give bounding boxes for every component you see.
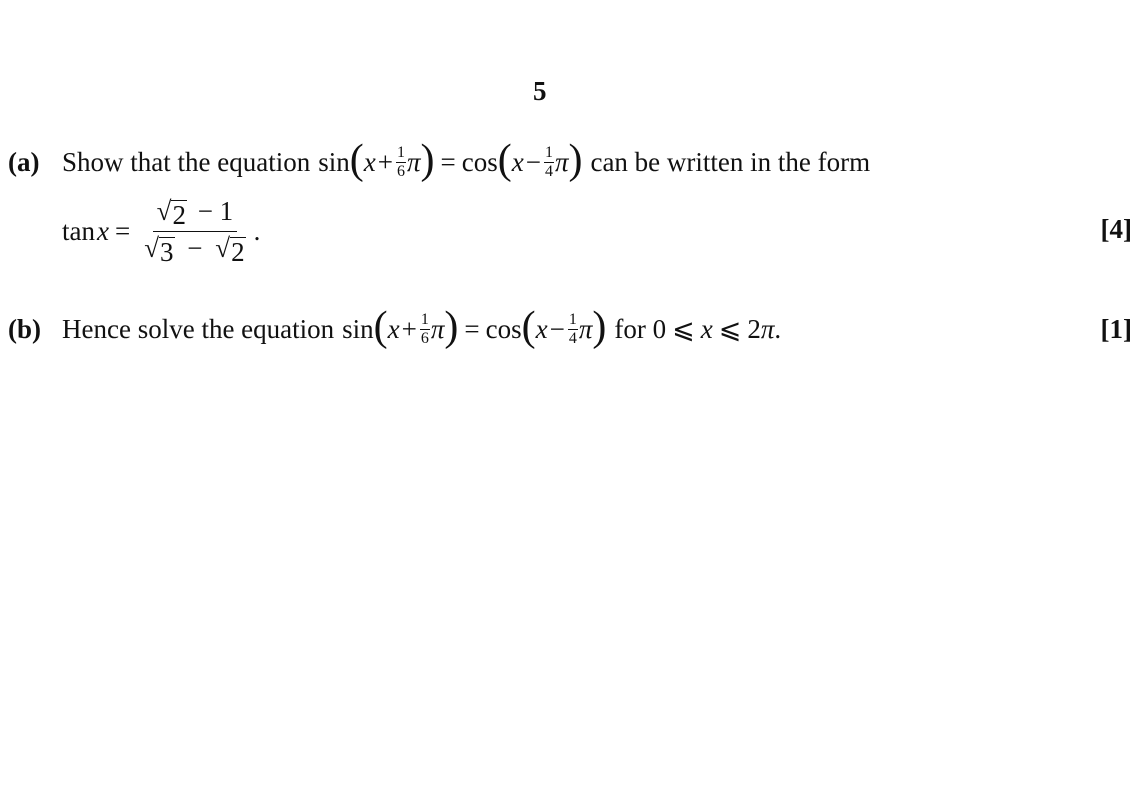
sqrt-symbol: √ 3: [144, 232, 174, 267]
part-a-label: (a): [8, 147, 40, 177]
question-number: 5: [533, 76, 547, 106]
part-b-frac-one-sixth: $\frac{1}{6}$: [420, 310, 429, 347]
part-a-result-denominator: √ 3 − √ 2: [144, 232, 245, 267]
part-b-equals: =: [464, 313, 480, 344]
part-b-pi2: π: [578, 313, 593, 344]
part-b-statement: Hence solve the equation sin ( x + $\frac{1}{6}$ π ) = cos ( x − $\frac{1}{4}$ π ) for 0 ⩽ x ⩽ 2 π .: [62, 304, 782, 350]
part-a-result-fraction: [140, 197, 249, 266]
part-a-result: [62, 194, 260, 268]
part-a-frac-one-quarter: $\frac{1}{4}$: [544, 143, 553, 180]
part-b-range-prefix: for 0: [614, 313, 667, 344]
part-b-pi1: π: [430, 313, 445, 344]
part-a-pi1: π: [406, 146, 421, 177]
part-a-statement: Show that the equation sin ( x + $\frac{1}{6}$ π ) = cos ( x − $\frac{1}{4}$ π ) can be written in the form: [62, 137, 871, 183]
part-b-range-pi: π: [760, 313, 775, 344]
part-a-pi2: π: [554, 146, 569, 177]
part-b-period: .: [774, 313, 782, 344]
part-a-outro: can be written in the form: [590, 146, 871, 177]
sqrt-symbol: √ 2: [215, 232, 245, 267]
sqrt-symbol: √ 2: [156, 195, 186, 230]
part-b-frac-one-quarter: $\frac{1}{4}$: [568, 310, 577, 347]
part-a-plus: +: [377, 146, 393, 177]
part-b-marks: [1]: [1100, 314, 1132, 344]
part-b-label: (b): [8, 314, 41, 344]
part-a-x1: x: [363, 146, 376, 177]
part-a-x2: x: [511, 146, 524, 177]
part-a-tan: tan: [62, 215, 95, 246]
part-b-sin: sin: [342, 313, 374, 344]
part-b-leq-2: ⩽: [718, 313, 742, 344]
part-a-sin: sin: [318, 146, 350, 177]
part-a-tan-x: x: [97, 215, 109, 246]
part-b-cos: cos: [485, 313, 522, 344]
part-a-minus: −: [525, 146, 541, 177]
part-b-minus: −: [549, 313, 565, 344]
part-a-result-equals: =: [114, 215, 131, 246]
part-a-period: .: [253, 215, 261, 246]
part-b-plus: +: [401, 313, 417, 344]
part-a-result-numerator: √ 2 − 1: [153, 197, 238, 232]
part-a-intro: Show that the equation: [62, 146, 311, 177]
part-b-x2: x: [535, 313, 548, 344]
part-b-range-end: 2: [747, 313, 761, 344]
part-a-marks: [4]: [1100, 214, 1132, 244]
part-a-cos: cos: [461, 146, 498, 177]
part-b-leq-1: ⩽: [672, 313, 695, 344]
part-a-frac-one-sixth: $\frac{1}{6}$: [396, 143, 405, 180]
part-b-range-x: x: [700, 313, 713, 344]
part-b-intro: Hence solve the equation: [62, 313, 335, 344]
part-b-x1: x: [387, 313, 400, 344]
part-a-equals: =: [440, 146, 456, 177]
